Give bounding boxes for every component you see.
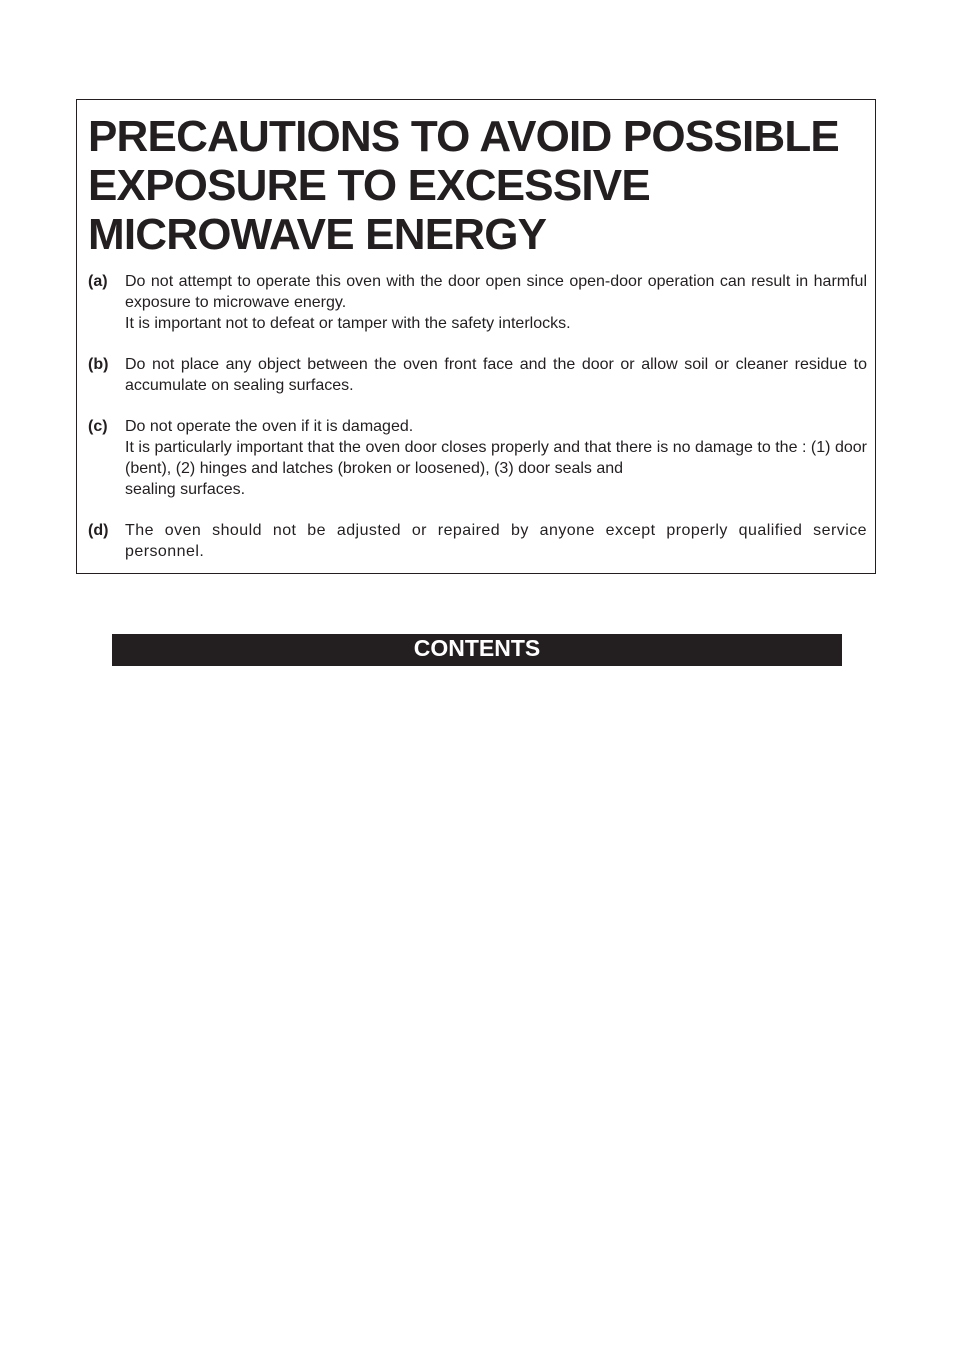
item-paragraph: It is important not to defeat or tamper with the safety interlocks. [125,315,571,332]
item-paragraph: The oven should not be adjusted or repaired by anyone except properly qualified service personnel. [125,522,867,560]
precautions-title [88,112,873,259]
item-marker: (d) [88,522,109,539]
item-marker: (a) [88,273,108,290]
item-paragraph: Do not place any object between the oven front face and the door or allow soil or cleaner residue to accumulate on sealing surfaces. [125,356,867,394]
item-text [125,520,867,562]
item-paragraph: It is particularly important that the oven door closes properly and that there is no damage to the : (1) door (bent), (2) hinges and latches (broken or loosened), (3) door seals and [125,439,867,477]
precaution-item-b [88,354,867,396]
item-paragraph: Do not operate the oven if it is damaged. [125,418,414,435]
item-paragraph: sealing surfaces. [125,481,246,498]
precautions-list [88,271,867,582]
precaution-item-a [88,271,867,334]
precaution-item-d [88,520,867,562]
contents-heading: CONTENTS [112,634,842,666]
item-marker: (c) [88,418,108,435]
title-line-2: EXPOSURE TO EXCESSIVE [88,161,650,210]
title-line-1: PRECAUTIONS TO AVOID POSSIBLE [88,112,839,161]
title-line-3: MICROWAVE ENERGY [88,210,547,259]
item-paragraph: Do not attempt to operate this oven with the door open since open-door operation can result in harmful exposure to microwave energy. [125,273,867,311]
item-text [125,271,867,334]
precautions-box [76,99,876,574]
precaution-item-c [88,416,867,500]
item-text [125,354,867,396]
item-text [125,416,867,500]
item-marker: (b) [88,356,109,373]
